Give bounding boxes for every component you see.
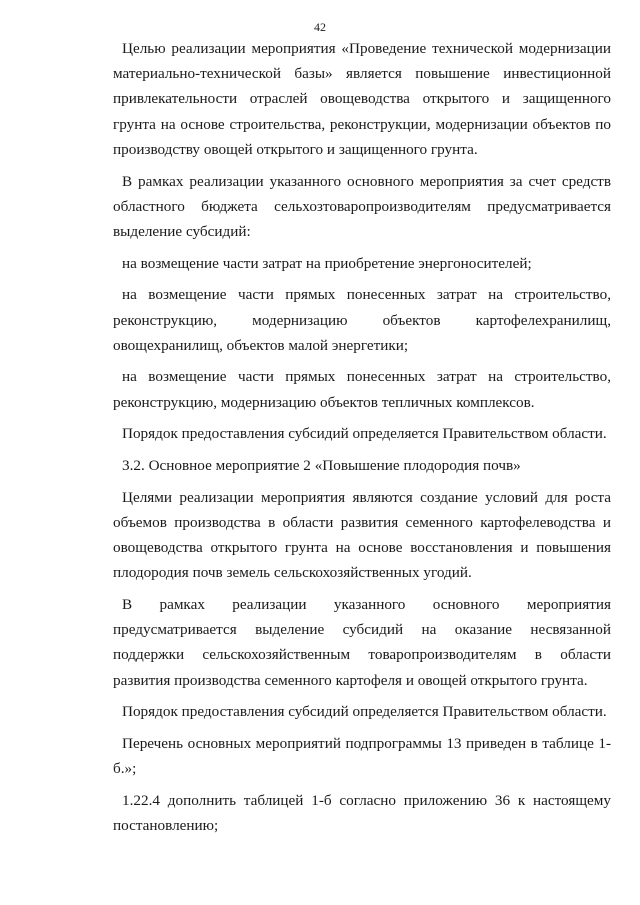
paragraph-subsidies-intro: В рамках реализации указанного основного мероприятия за счет средств областного бюджета сельхозтоваропроизводителям предусматривается выделение субсидий: (113, 172, 611, 240)
paragraph-goal-fertility: Целями реализации мероприятия являются создание условий для роста объемов производства в области развития семенного картофелеводства и овощеводства открытого грунта на основе восстановления и повышения плодородия почв земель сельскохозяйственных угодий. (113, 488, 611, 582)
paragraph-goal-modernization: Целью реализации мероприятия «Проведение технической модернизации материально-технической базы» является повышение инвестиционной привлекательности отраслей овощеводства открытого и защищенного грунта на основе строительства, реконструкции, модернизации объектов по производству овощей открытого и защищенного грунта. (113, 40, 611, 158)
paragraph-procedure-2: Порядок предоставления субсидий определяется Правительством области. (122, 703, 607, 721)
paragraph-subsidy-storage: на возмещение части прямых понесенных затрат на строительство, реконструкцию, модернизацию объектов картофелехранилищ, овощехранилищ, объектов малой энергетики; (113, 286, 611, 354)
document-body (113, 36, 611, 838)
paragraph-subsidy-greenhouse: на возмещение части прямых понесенных затрат на строительство, реконструкцию, модернизацию объектов тепличных комплексов. (113, 368, 611, 411)
section-heading-3-2: 3.2. Основное мероприятие 2 «Повышение плодородия почв» (122, 457, 521, 475)
page-number: 42 (314, 20, 326, 34)
paragraph-procedure-1: Порядок предоставления субсидий определяется Правительством области. (122, 425, 607, 443)
paragraph-amendment-1-22-4: 1.22.4 дополнить таблицей 1-б согласно приложению 36 к настоящему постановлению; (113, 791, 611, 835)
paragraph-subsidy-energy: на возмещение части затрат на приобретение энергоносителей; (122, 254, 532, 272)
paragraph-table-reference: Перечень основных мероприятий подпрограммы 13 приведен в таблице 1-б.»; (113, 735, 611, 778)
paragraph-unrelated-support: В рамках реализации указанного основного мероприятия предусматривается выделение субсидий на оказание несвязанной поддержки сельскохозяйственным товаропроизводителям в области развития производства семенного картофеля и овощей открытого грунта. (113, 596, 611, 689)
